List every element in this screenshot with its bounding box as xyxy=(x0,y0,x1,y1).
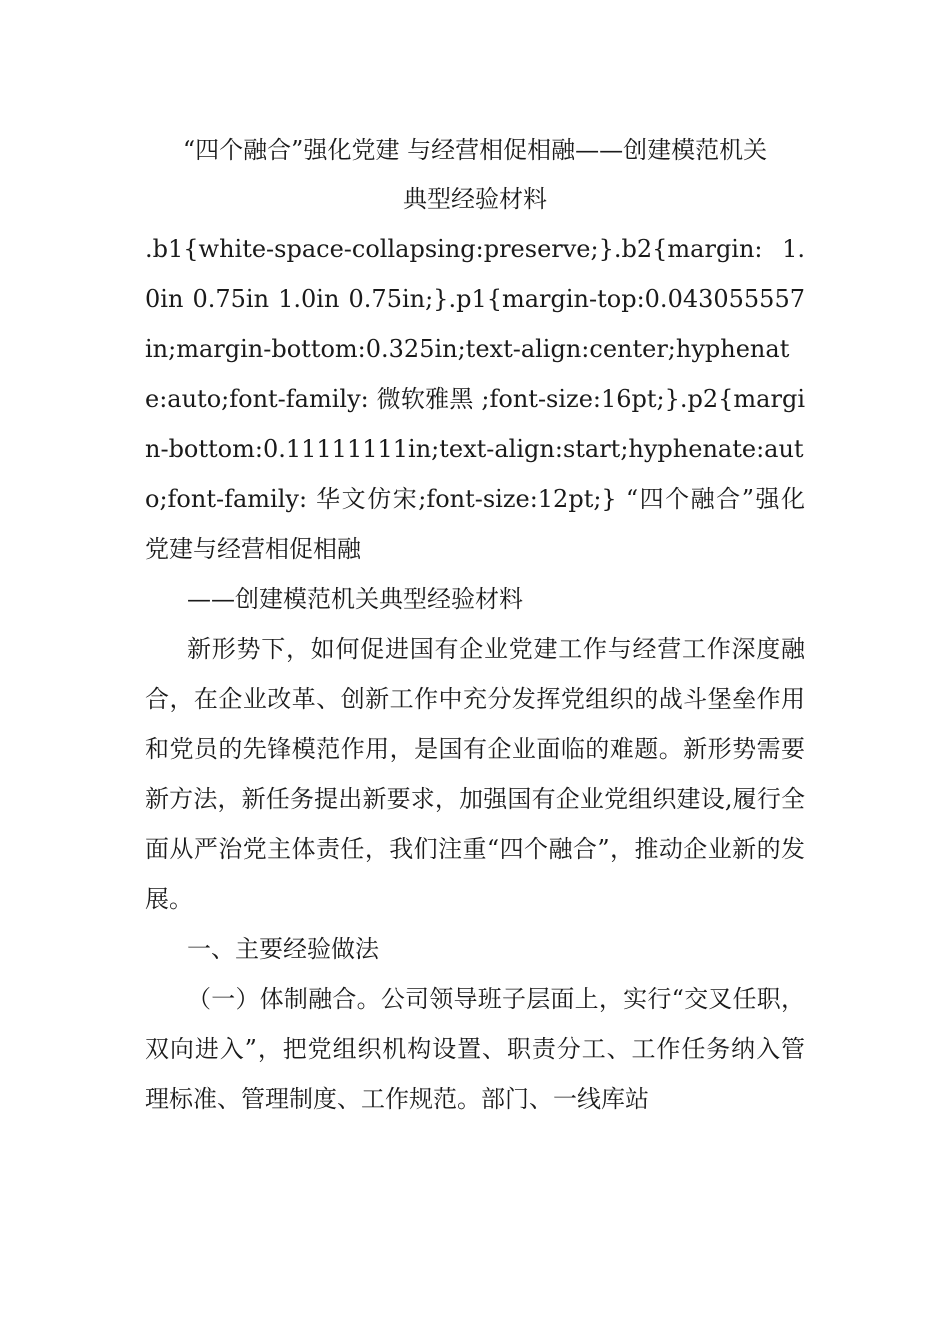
css-leak-paragraph: .b1{white-space-collapsing:preserve;}.b2{margin: 1.0in 0.75in 1.0in 0.75in;}.p1{margin-top:0.043055557in;margin-bottom:0.325in;text-align:center;hyphenate:auto;font-family: 微软雅黑 ;font-size:16pt;}.p2{margin-bottom:0.11111111in;text-align:start;hyphenate:auto;font-family: 华文仿宋;font-size:12pt;} “四个融合”强化党建与经营相促相融 xyxy=(145,235,805,563)
document-page xyxy=(145,126,805,1124)
document-title-line-2: 典型经验材料 xyxy=(403,185,547,213)
section-heading-1: 一、主要经验做法 xyxy=(187,935,379,963)
intro-paragraph: 新形势下，如何促进国有企业党建工作与经营工作深度融合，在企业改革、创新工作中充分发挥党组织的战斗堡垒作用和党员的先锋模范作用，是国有企业面临的难题。新形势需要新方法，新任务提出新要求，加强国有企业党组织建设,履行全面从严治党主体责任，我们注重“四个融合”，推动企业新的发展。 xyxy=(145,635,805,913)
document-subtitle: ——创建模范机关典型经验材料 xyxy=(187,585,523,613)
section-paragraph-1: （一）体制融合。公司领导班子层面上，实行“交叉任职，双向进入”，把党组织机构设置、职责分工、工作任务纳入管理标准、管理制度、工作规范。部门、一线库站 xyxy=(145,985,805,1113)
document-title-line-1: “四个融合”强化党建 与经营相促相融——创建模范机关 xyxy=(182,136,768,164)
